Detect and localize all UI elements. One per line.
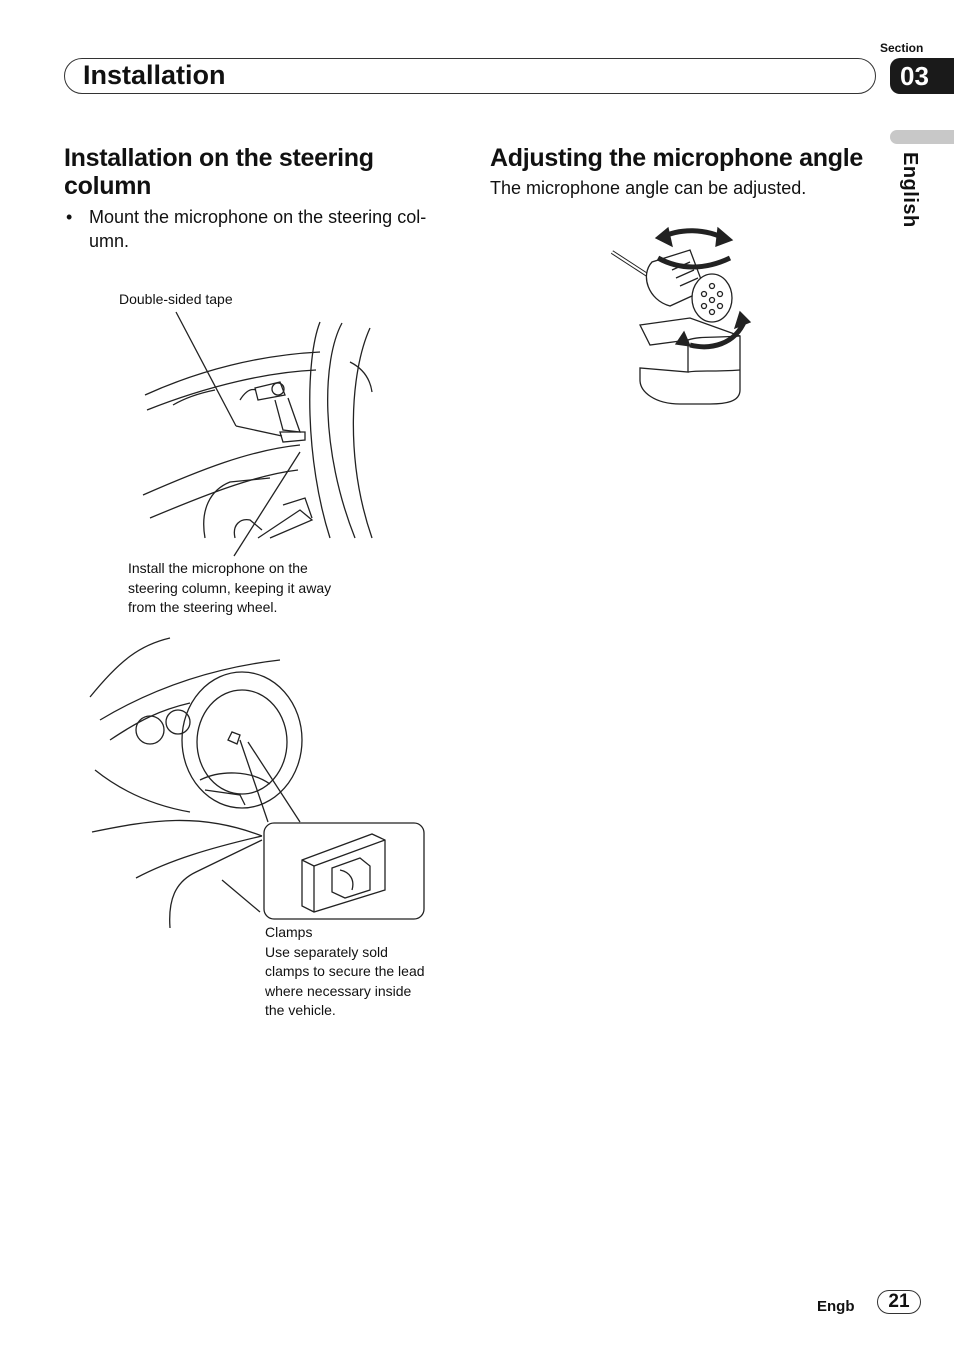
page-number: 21 bbox=[877, 1290, 921, 1314]
language-label: English bbox=[899, 152, 921, 228]
mount-instruction-text: Mount the microphone on the steering col-umn. bbox=[89, 207, 427, 251]
mic-angle-intro: The microphone angle can be adjusted. bbox=[490, 178, 807, 198]
chapter-title: Installation bbox=[83, 60, 226, 90]
footer-language-code: Engb bbox=[817, 1298, 855, 1315]
caption-clamps bbox=[265, 923, 425, 1021]
steering-column-illustration bbox=[143, 312, 372, 556]
microphone-angle-illustration bbox=[612, 228, 750, 404]
section-label: Section bbox=[880, 41, 924, 55]
dashboard-illustration bbox=[90, 638, 424, 928]
caption-clamps-title: Clamps bbox=[265, 924, 313, 940]
section-number-badge: 03 bbox=[890, 58, 954, 94]
steering-column-heading: Installation on the steering column bbox=[64, 144, 374, 200]
bullet-icon: • bbox=[66, 207, 73, 227]
caption-double-sided-tape: Double-sided tape bbox=[119, 291, 233, 307]
caption-clamps-body: Use separately sold clamps to secure the lead where necessary inside the vehicle. bbox=[265, 943, 425, 1018]
caption-install-microphone: Install the microphone on the steering column, keeping it away from the steering wheel. bbox=[128, 560, 332, 615]
mic-angle-heading: Adjusting the microphone angle bbox=[490, 144, 863, 172]
